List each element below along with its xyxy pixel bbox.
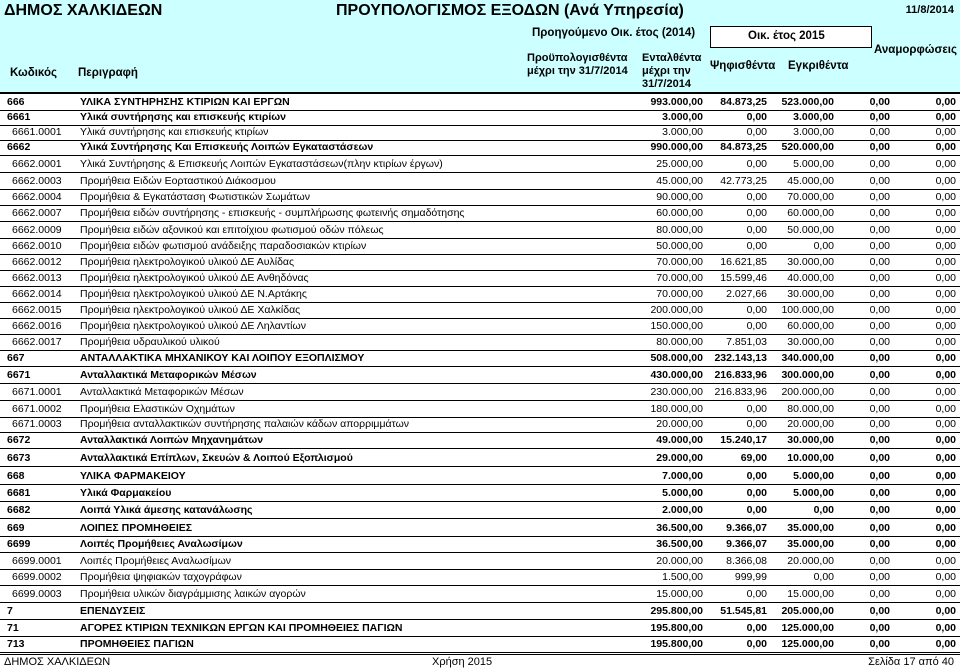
cell-v1: 430.000,00 [650, 369, 703, 381]
cell-v3: 10.000,00 [787, 452, 834, 464]
cell-v1: 50.000,00 [656, 240, 703, 252]
cell-v4: 0,00 [869, 369, 890, 381]
cell-v2: 0,00 [746, 638, 767, 650]
row-divider [0, 318, 960, 319]
cell-v2: 0,00 [746, 418, 767, 430]
cell-v3: 60.000,00 [787, 320, 834, 332]
cell-v3: 5.000,00 [793, 470, 834, 482]
cell-code: 6681 [7, 487, 31, 499]
cell-code: 6661 [7, 111, 31, 123]
cell-desc: Προμήθεια ηλεκτρολογικού υλικού ΔΕ Ανθηδόνας [80, 272, 309, 284]
cell-v4: 0,00 [869, 256, 890, 268]
cell-v5: 0,00 [935, 403, 956, 415]
cell-desc: ΕΠΕΝΔΥΣΕΙΣ [80, 605, 146, 617]
cell-v2: 0,00 [746, 224, 767, 236]
cell-v5: 0,00 [935, 336, 956, 348]
row-divider [0, 286, 960, 287]
cell-v5: 0,00 [935, 288, 956, 300]
footer-fiscal-year: Χρήση 2015 [432, 656, 493, 668]
cell-desc: Προμήθεια Ειδών Εορταστικού Διάκοσμου [80, 175, 276, 187]
cell-v1: 150.000,00 [650, 320, 703, 332]
cell-v2: 0,00 [746, 320, 767, 332]
cell-v2: 42.773,25 [720, 175, 767, 187]
cell-v4: 0,00 [869, 224, 890, 236]
cell-v5: 0,00 [935, 256, 956, 268]
cell-code: 6662.0015 [12, 304, 62, 316]
cell-v5: 0,00 [935, 175, 956, 187]
cell-code: 6662.0004 [12, 191, 62, 203]
cell-code: 7 [7, 605, 13, 617]
cell-v1: 20.000,00 [656, 418, 703, 430]
cell-v3: 5.000,00 [793, 158, 834, 170]
row-divider [0, 636, 960, 637]
row-divider [0, 536, 960, 537]
cell-v5: 0,00 [935, 622, 956, 634]
cell-v2: 84.873,25 [720, 141, 767, 153]
cell-v1: 36.500,00 [656, 522, 703, 534]
cell-v3: 35.000,00 [787, 522, 834, 534]
row-divider [0, 432, 960, 433]
cell-desc: Υλικά Συντήρησης & Επισκευής Λοιπών Εγκαταστάσεων(πλην κτιρίων έργων) [80, 158, 443, 170]
cell-v1: 49.000,00 [656, 434, 703, 446]
cell-code: 6662.0001 [12, 158, 62, 170]
cell-v5: 0,00 [935, 522, 956, 534]
cell-v1: 5.000,00 [662, 487, 703, 499]
cell-v3: 523.000,00 [781, 96, 834, 108]
row-divider [0, 652, 960, 653]
cell-desc: Προμήθεια ψηφιακών ταχογράφων [80, 571, 242, 583]
cell-code: 6673 [7, 452, 31, 464]
cell-code: 6682 [7, 504, 31, 516]
cell-desc: Προμήθεια ηλεκτρολογικού υλικού ΔΕ Χαλκίδας [80, 304, 301, 316]
cell-v3: 0,00 [813, 240, 834, 252]
municipality-title: ΔΗΜΟΣ ΧΑΛΚΙΔΕΩΝ [4, 2, 163, 19]
cell-v1: 195.800,00 [650, 638, 703, 650]
cell-v4: 0,00 [869, 452, 890, 464]
cell-code: 6671.0003 [12, 418, 62, 430]
cell-v2: 16.621,85 [720, 256, 767, 268]
cell-v5: 0,00 [935, 352, 956, 364]
cell-v4: 0,00 [869, 336, 890, 348]
cell-code: 6699.0003 [12, 588, 62, 600]
cell-v5: 0,00 [935, 207, 956, 219]
cell-v1: 295.800,00 [650, 605, 703, 617]
row-divider [0, 501, 960, 502]
cell-v2: 69,00 [740, 452, 767, 464]
cell-v5: 0,00 [935, 571, 956, 583]
cell-code: 6662.0003 [12, 175, 62, 187]
cell-v2: 2.027,66 [726, 288, 767, 300]
cell-v1: 990.000,00 [650, 141, 703, 153]
cell-v2: 0,00 [746, 622, 767, 634]
cell-v3: 15.000,00 [787, 588, 834, 600]
cell-desc: Λοιπά Υλικά άμεσης κατανάλωσης [80, 504, 253, 516]
cell-v4: 0,00 [869, 96, 890, 108]
cell-desc: Προμήθεια ειδών αξονικού και επιτοίχιου φωτισμού οδών πόλεως [80, 224, 384, 236]
cell-v1: 180.000,00 [650, 403, 703, 415]
cell-v5: 0,00 [935, 272, 956, 284]
cell-v2: 0,00 [746, 588, 767, 600]
cell-v5: 0,00 [935, 386, 956, 398]
cell-v1: 2.000,00 [662, 504, 703, 516]
cell-desc: ΠΡΟΜΗΘΕΙΕΣ ΠΑΓΙΩΝ [80, 638, 194, 650]
cell-v2: 0,00 [746, 207, 767, 219]
cell-v2: 0,00 [746, 158, 767, 170]
cell-v2: 84.873,25 [720, 96, 767, 108]
cell-v3: 35.000,00 [787, 538, 834, 550]
cell-v4: 0,00 [869, 126, 890, 138]
col-description: Περιγραφή [78, 67, 138, 79]
cell-v2: 9.366,07 [726, 538, 767, 550]
cell-v1: 15.000,00 [656, 588, 703, 600]
cell-code: 6699 [7, 538, 31, 550]
cell-v4: 0,00 [869, 158, 890, 170]
row-divider [0, 189, 960, 190]
cell-v1: 70.000,00 [656, 256, 703, 268]
cell-v4: 0,00 [869, 622, 890, 634]
cell-v3: 520.000,00 [781, 141, 834, 153]
cell-v4: 0,00 [869, 538, 890, 550]
cell-desc: Ανταλλακτικά Λοιπών Μηχανημάτων [80, 434, 264, 446]
cell-v1: 45.000,00 [656, 175, 703, 187]
cell-code: 6662.0013 [12, 272, 62, 284]
cell-v5: 0,00 [935, 369, 956, 381]
footer-divider [0, 654, 960, 655]
cell-v3: 40.000,00 [787, 272, 834, 284]
cell-v5: 0,00 [935, 141, 956, 153]
cell-v4: 0,00 [869, 487, 890, 499]
row-divider [0, 569, 960, 570]
cell-v1: 70.000,00 [656, 288, 703, 300]
row-divider [0, 448, 960, 449]
cell-v3: 3.000,00 [793, 126, 834, 138]
cell-v2: 7.851,03 [726, 336, 767, 348]
cell-v5: 0,00 [935, 126, 956, 138]
cell-v2: 0,00 [746, 191, 767, 203]
cell-v4: 0,00 [869, 638, 890, 650]
cell-v4: 0,00 [869, 240, 890, 252]
cell-desc: Προμήθεια Ελαστικών Οχημάτων [80, 403, 235, 415]
cell-desc: Ανταλλακτικά Επίπλων, Σκευών & Λοιπού Εξοπλισμού [80, 452, 353, 464]
cell-v3: 60.000,00 [787, 207, 834, 219]
cell-v2: 216.833,96 [714, 386, 767, 398]
cell-v4: 0,00 [869, 288, 890, 300]
cell-v4: 0,00 [869, 386, 890, 398]
cell-v3: 45.000,00 [787, 175, 834, 187]
cell-code: 6671.0001 [12, 386, 62, 398]
cell-code: 6662.0012 [12, 256, 62, 268]
cell-desc: Προμήθεια υδραυλικού υλικού [80, 336, 220, 348]
cell-v2: 0,00 [746, 240, 767, 252]
cell-v1: 70.000,00 [656, 272, 703, 284]
cell-v1: 7.000,00 [662, 470, 703, 482]
footer-municipality: ΔΗΜΟΣ ΧΑΛΚΙΔΕΩΝ [4, 656, 111, 668]
cell-v2: 15.240,17 [720, 434, 767, 446]
row-divider [0, 238, 960, 239]
cell-v5: 0,00 [935, 470, 956, 482]
row-divider [0, 155, 960, 156]
row-divider [0, 602, 960, 603]
cell-v2: 0,00 [746, 470, 767, 482]
cell-v3: 50.000,00 [787, 224, 834, 236]
cell-v1: 508.000,00 [650, 352, 703, 364]
cell-desc: ΛΟΙΠΕΣ ΠΡΟΜΗΘΕΙΕΣ [80, 522, 193, 534]
cell-code: 6662.0014 [12, 288, 62, 300]
col-code: Κωδικός [10, 67, 57, 79]
cell-v4: 0,00 [869, 418, 890, 430]
cell-v1: 230.000,00 [650, 386, 703, 398]
cell-v1: 60.000,00 [656, 207, 703, 219]
cell-v3: 205.000,00 [781, 605, 834, 617]
cell-v1: 993.000,00 [650, 96, 703, 108]
cell-v4: 0,00 [869, 605, 890, 617]
row-divider [0, 552, 960, 553]
cell-v4: 0,00 [869, 470, 890, 482]
cell-desc: ΥΛΙΚΑ ΣΥΝΤΗΡΗΣΗΣ ΚΤΙΡΙΩΝ ΚΑΙ ΕΡΓΩΝ [80, 96, 290, 108]
cell-v3: 0,00 [813, 571, 834, 583]
row-divider [0, 205, 960, 206]
col-budgeted: Προϋπολογισθέντα μέχρι την 31/7/2014 [527, 52, 628, 77]
cell-code: 6699.0002 [12, 571, 62, 583]
cell-v3: 100.000,00 [781, 304, 834, 316]
cell-code: 6672 [7, 434, 31, 446]
cell-v5: 0,00 [935, 320, 956, 332]
cell-v1: 3.000,00 [662, 126, 703, 138]
cell-desc: ΑΝΤΑΛΛΑΚΤΙΚΑ ΜΗΧΑΝΙΚΟΥ ΚΑΙ ΛΟΙΠΟΥ ΕΞΟΠΛΙΣΜΟΥ [80, 352, 365, 364]
cell-code: 667 [7, 352, 25, 364]
cell-v4: 0,00 [869, 504, 890, 516]
cell-v5: 0,00 [935, 504, 956, 516]
cell-desc: Προμήθεια ανταλλακτικών συντήρησης παλαιών κάδων απορριμμάτων [80, 418, 410, 430]
cell-desc: Λοιπές Προμήθειες Αναλωσίμων [80, 555, 232, 567]
row-divider [0, 334, 960, 335]
cell-v2: 0,00 [746, 304, 767, 316]
cell-v4: 0,00 [869, 207, 890, 219]
cell-v1: 195.800,00 [650, 622, 703, 634]
cell-v2: 0,00 [746, 111, 767, 123]
footer-page-number: Σελίδα 17 από 40 [868, 656, 954, 668]
cell-v4: 0,00 [869, 571, 890, 583]
cell-v5: 0,00 [935, 224, 956, 236]
cell-v3: 200.000,00 [781, 386, 834, 398]
cell-v3: 70.000,00 [787, 191, 834, 203]
cell-code: 6662.0017 [12, 336, 62, 348]
cell-desc: Προμήθεια ηλεκτρολογικού υλικού ΔΕ Ν.Αρτάκης [80, 288, 307, 300]
cell-v2: 0,00 [746, 487, 767, 499]
cell-v2: 51.545,81 [720, 605, 767, 617]
cell-desc: Λοιπές Προμήθειες Αναλωσίμων [80, 538, 243, 550]
cell-v3: 5.000,00 [793, 487, 834, 499]
cell-desc: ΥΛΙΚΑ ΦΑΡΜΑΚΕΙΟΥ [80, 470, 186, 482]
cell-v1: 36.500,00 [656, 538, 703, 550]
cell-v3: 30.000,00 [787, 336, 834, 348]
cell-v5: 0,00 [935, 487, 956, 499]
cell-v4: 0,00 [869, 191, 890, 203]
row-divider [0, 383, 960, 384]
prev-year-label: Προηγούμενο Οικ. έτος (2014) [532, 27, 696, 39]
cell-v2: 8.366,08 [726, 555, 767, 567]
cell-v1: 1.500,00 [662, 571, 703, 583]
cell-v5: 0,00 [935, 240, 956, 252]
cell-v4: 0,00 [869, 522, 890, 534]
cell-desc: Προμήθεια υλικών διαγράμμισης λαικών αγορών [80, 588, 306, 600]
cell-v1: 200.000,00 [650, 304, 703, 316]
cell-v4: 0,00 [869, 175, 890, 187]
cell-v2: 0,00 [746, 403, 767, 415]
row-divider [0, 172, 960, 173]
cell-v5: 0,00 [935, 555, 956, 567]
row-divider [0, 270, 960, 271]
col-voted: Ψηφισθέντα [710, 60, 776, 72]
cell-code: 6699.0001 [12, 555, 62, 567]
cell-v1: 90.000,00 [656, 191, 703, 203]
row-divider [0, 350, 960, 351]
cell-v3: 125.000,00 [781, 622, 834, 634]
cell-v1: 25.000,00 [656, 158, 703, 170]
cell-code: 6671.0002 [12, 403, 62, 415]
cell-code: 713 [7, 638, 25, 650]
cell-v3: 340.000,00 [781, 352, 834, 364]
cell-v3: 3.000,00 [793, 111, 834, 123]
cell-code: 6671 [7, 369, 31, 381]
row-divider [0, 619, 960, 620]
cell-v4: 0,00 [869, 555, 890, 567]
cell-desc: Προμήθεια ειδών συντήρησης - επισκευής - συμπλήρωσης φωτεινής σημαδότησης [80, 207, 465, 219]
cell-desc: Υλικά συντήρησης και επισκευής κτιρίων [80, 126, 269, 138]
col-ordered: Ενταλθέντα μέχρι την 31/7/2014 [642, 52, 702, 90]
cell-v2: 0,00 [746, 504, 767, 516]
cur-year-label: Οικ. έτος 2015 [748, 30, 825, 42]
cell-v3: 80.000,00 [787, 403, 834, 415]
cell-v3: 20.000,00 [787, 555, 834, 567]
cell-v1: 3.000,00 [662, 111, 703, 123]
cell-code: 6662.0009 [12, 224, 62, 236]
cell-desc: ΑΓΟΡΕΣ ΚΤΙΡΙΩΝ ΤΕΧΝΙΚΩΝ ΕΡΓΩΝ ΚΑΙ ΠΡΟΜΗΘΕΙΕΣ ΠΑΓΙΩΝ [80, 622, 403, 634]
cell-desc: Προμήθεια ηλεκτρολογικού υλικού ΔΕ Αυλίδας [80, 256, 295, 268]
row-divider [0, 518, 960, 519]
cell-v1: 80.000,00 [656, 336, 703, 348]
cell-v4: 0,00 [869, 320, 890, 332]
cell-v4: 0,00 [869, 403, 890, 415]
row-divider [0, 221, 960, 222]
cell-v5: 0,00 [935, 111, 956, 123]
cell-v5: 0,00 [935, 96, 956, 108]
cell-v5: 0,00 [935, 588, 956, 600]
cell-v4: 0,00 [869, 352, 890, 364]
cell-v5: 0,00 [935, 538, 956, 550]
cell-v5: 0,00 [935, 191, 956, 203]
cell-code: 6662.0007 [12, 207, 62, 219]
cell-v5: 0,00 [935, 434, 956, 446]
cell-v3: 0,00 [813, 504, 834, 516]
cell-v4: 0,00 [869, 588, 890, 600]
cell-desc: Υλικά Συντήρησης Και Επισκευής Λοιπών Εγκαταστάσεων [80, 141, 374, 153]
cell-v3: 20.000,00 [787, 418, 834, 430]
row-divider [0, 400, 960, 401]
cell-v4: 0,00 [869, 434, 890, 446]
cell-code: 666 [7, 96, 25, 108]
row-divider [0, 302, 960, 303]
cell-v2: 999,99 [734, 571, 767, 583]
cell-v2: 216.833,96 [714, 369, 767, 381]
page-title: ΠΡΟΥΠΟΛΟΓΙΣΜΟΣ ΕΞΟΔΩΝ (Ανά Υπηρεσία) [336, 2, 684, 19]
cell-desc: Ανταλλακτικά Μεταφορικών Μέσων [80, 386, 244, 398]
col-approved: Εγκριθέντα [788, 60, 849, 72]
row-divider [0, 484, 960, 485]
cell-code: 6662 [7, 141, 31, 153]
cell-desc: Προμήθεια ηλεκτρολογικού υλικού ΔΕ Ληλαντίων [80, 320, 306, 332]
cell-v5: 0,00 [935, 638, 956, 650]
cell-code: 669 [7, 522, 25, 534]
cell-code: 6662.0010 [12, 240, 62, 252]
cell-v1: 20.000,00 [656, 555, 703, 567]
cell-v1: 80.000,00 [656, 224, 703, 236]
cell-v5: 0,00 [935, 304, 956, 316]
header-divider [0, 92, 960, 94]
col-amendments: Αναμορφώσεις [874, 44, 957, 56]
cell-v2: 232.143,13 [714, 352, 767, 364]
cell-v2: 9.366,07 [726, 522, 767, 534]
cell-v3: 125.000,00 [781, 638, 834, 650]
row-divider [0, 585, 960, 586]
cell-code: 668 [7, 470, 25, 482]
cell-code: 6662.0016 [12, 320, 62, 332]
cell-desc: Υλικά συντήρησης και επισκευής κτιρίων [80, 111, 286, 123]
cell-v4: 0,00 [869, 304, 890, 316]
cell-v3: 30.000,00 [787, 256, 834, 268]
cell-v5: 0,00 [935, 418, 956, 430]
cell-v5: 0,00 [935, 158, 956, 170]
cell-v2: 15.599,46 [720, 272, 767, 284]
cell-v3: 30.000,00 [787, 434, 834, 446]
cell-desc: Ανταλλακτικά Μεταφορικών Μέσων [80, 369, 257, 381]
cell-code: 6661.0001 [12, 126, 62, 138]
cell-v4: 0,00 [869, 111, 890, 123]
cell-v1: 29.000,00 [656, 452, 703, 464]
report-date: 11/8/2014 [905, 4, 954, 16]
cell-v5: 0,00 [935, 605, 956, 617]
cell-v4: 0,00 [869, 272, 890, 284]
row-divider [0, 466, 960, 467]
cell-v5: 0,00 [935, 452, 956, 464]
cell-v3: 300.000,00 [781, 369, 834, 381]
cell-code: 71 [7, 622, 19, 634]
cell-desc: Υλικά Φαρμακείου [80, 487, 172, 499]
row-divider [0, 366, 960, 367]
cell-desc: Προμήθεια ειδών φωτισμού ανάδειξης παραδοσιακών κτιρίων [80, 240, 367, 252]
cell-v4: 0,00 [869, 141, 890, 153]
cell-v3: 30.000,00 [787, 288, 834, 300]
cell-desc: Προμήθεια & Εγκατάσταση Φωτιστικών Σωμάτων [80, 191, 310, 203]
cell-v2: 0,00 [746, 126, 767, 138]
row-divider [0, 254, 960, 255]
